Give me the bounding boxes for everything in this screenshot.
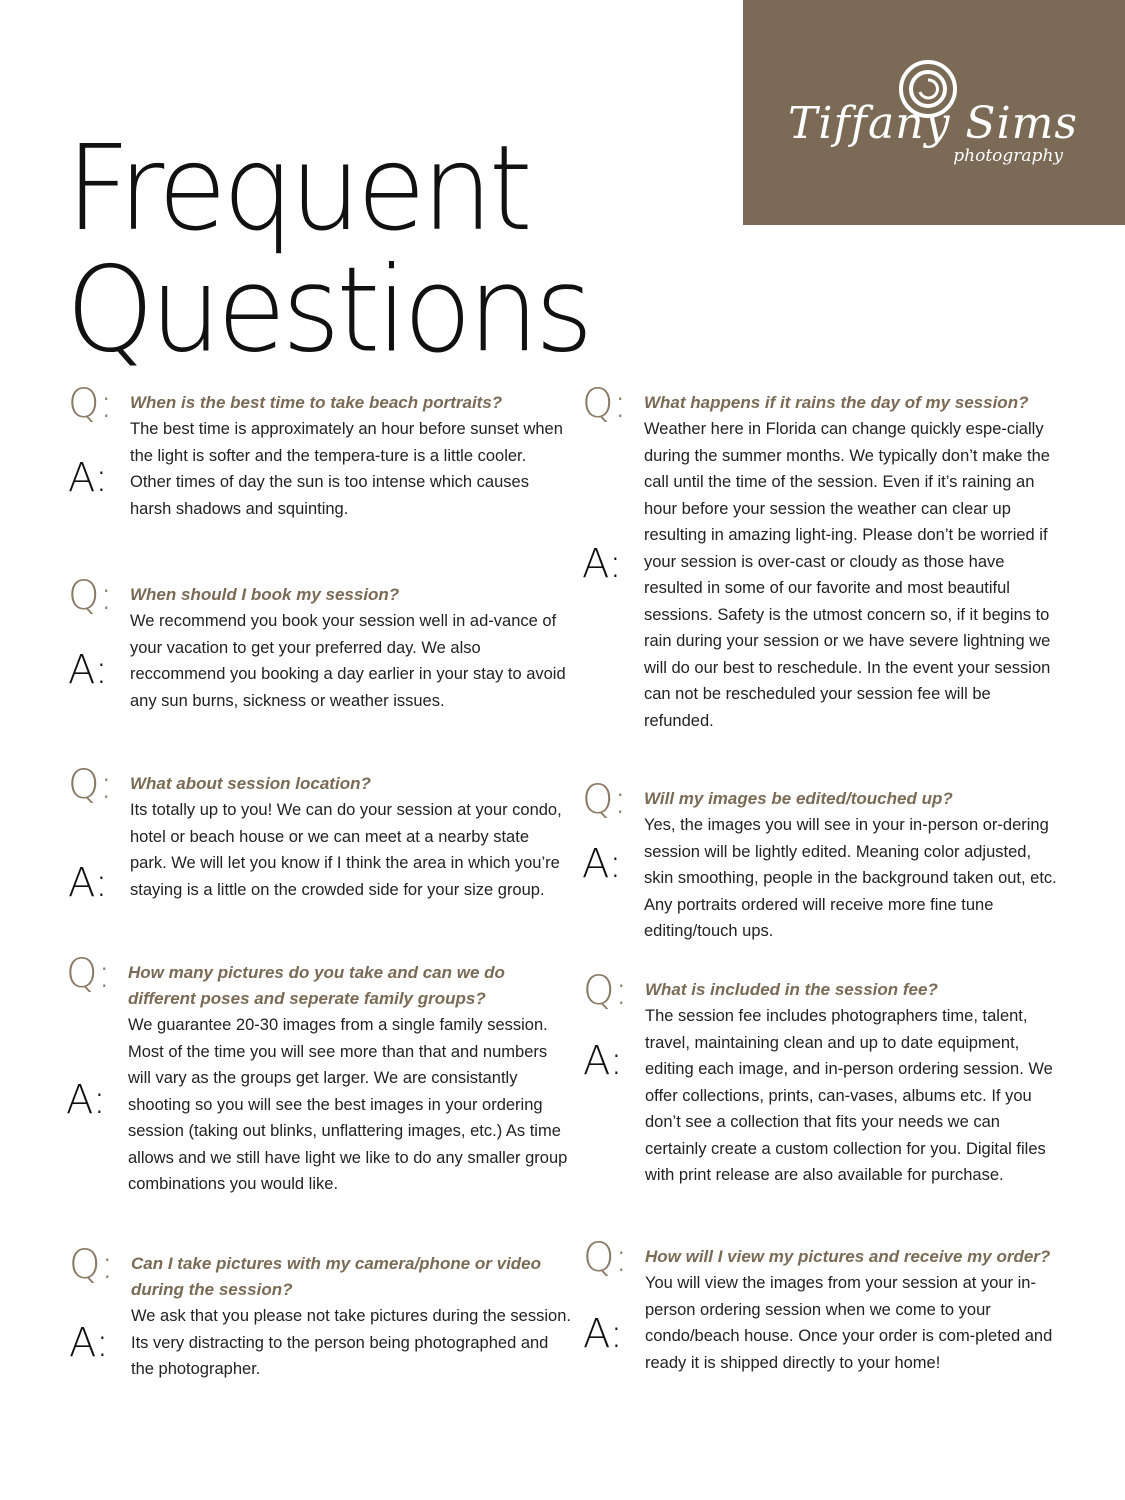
faq-answer: We recommend you book your session well in ad-vance of your vacation to get your preferred day. We also reccommend you booking a day earlier in your stay to avoid any sun burns, sickness or weather issues.	[130, 612, 566, 710]
logo-name: Tiffany Sims	[788, 98, 1078, 149]
faq-question: How will I view my pictures and receive my order?	[645, 1247, 1051, 1266]
faq-item	[583, 968, 1065, 1189]
faq-question: When is the best time to take beach portraits?	[130, 393, 503, 412]
faq-item	[582, 381, 1064, 734]
faq-question: What is included in the session fee?	[645, 980, 938, 999]
logo-panel	[743, 0, 1125, 225]
faq-item	[68, 573, 570, 714]
q-label: Q:	[66, 951, 111, 997]
page-title	[66, 120, 590, 379]
faq-answer: We ask that you please not take pictures during the session. Its very distracting to the person being photographed and the photographer.	[131, 1307, 571, 1378]
a-label: A:	[582, 541, 623, 587]
q-label: Q:	[582, 381, 627, 427]
faq-question: What about session location?	[130, 774, 371, 793]
faq-answer: You will view the images from your session at your in-person ordering session when we come to your condo/beach house. Once your order is com-pleted and ready it is shipped directly to your home!	[645, 1274, 1053, 1372]
a-label: A:	[66, 1077, 107, 1123]
faq-item	[68, 762, 570, 906]
faq-answer: The best time is approximately an hour before sunset when the light is softer and the tempera-ture is a little cooler. Other times of day the sun is too intense which causes harsh shadows and squinting.	[130, 420, 563, 518]
a-label: A:	[68, 860, 109, 906]
a-label: A:	[582, 841, 623, 887]
q-label: Q:	[583, 968, 628, 1014]
faq-item	[583, 1235, 1065, 1376]
a-label: A:	[69, 1320, 110, 1366]
a-label: A:	[583, 1311, 624, 1357]
a-label: A:	[68, 455, 109, 501]
faq-answer: Its totally up to you! We can do your session at your condo, hotel or beach house or we can meet at a nearby state park. We will let you know if I think the area in which you’re staying is a little on the crowded side for your size group.	[130, 801, 562, 899]
faq-item	[582, 777, 1064, 945]
faq-answer: Yes, the images you will see in your in-person or-dering session will be lightly edited. Meaning color adjusted, skin smoothing, people in the background taken out, etc. Any portraits ordered will receive more fine tune editing/touch ups.	[644, 816, 1057, 940]
faq-item	[69, 1242, 571, 1383]
logo-sub: photography	[953, 146, 1063, 166]
faq-answer: The session fee includes photographers time, talent, travel, maintaining clean and up to date equipment, editing each image, and in-person ordering session. We offer collections, prints, can-vases, albums etc. If you don’t see a collection that fits your needs we can certainly create a custom collection for you. Digital files with print release are also available for purchase.	[645, 1007, 1053, 1184]
faq-question: Will my images be edited/touched up?	[644, 789, 953, 808]
title-line-2: Questions	[66, 242, 590, 379]
faq-question: When should I book my session?	[130, 585, 400, 604]
faq-item	[68, 381, 570, 522]
a-label: A:	[583, 1038, 624, 1084]
q-label: Q:	[69, 1242, 114, 1288]
faq-item	[66, 951, 568, 1198]
faq-answer: Weather here in Florida can change quickly espe-cially during the summer months. We typically don’t make the call until the time of the session. Even if it’s raining an hour before your session the weather can clear up resulting in amazing light-ing. Please don’t be worried if your session is over-cast or cloudy as those have resulted in some of our favorite and most beautiful sessions. Safety is the utmost concern so, if it begins to rain during your session or we have severe lightning we will do our best to reschedule. In the event your session can not be rescheduled your session fee will be refunded.	[644, 420, 1051, 730]
faq-question: Can I take pictures with my camera/phone or video during the session?	[131, 1254, 542, 1299]
faq-question: What happens if it rains the day of my session?	[644, 393, 1029, 412]
faq-answer: We guarantee 20-30 images from a single family session. Most of the time you will see more than that and numbers will vary as the groups get larger. We are consistantly shooting so you will see the best images in your ordering session (taking out blinks, unflattering images, etc.) As time allows and we still have light we like to do any smaller group combinations you would like.	[128, 1016, 568, 1193]
q-label: Q:	[68, 381, 113, 427]
q-label: Q:	[68, 573, 113, 619]
title-line-1: Frequent	[66, 120, 529, 258]
a-label: A:	[68, 647, 109, 693]
q-label: Q:	[68, 762, 113, 808]
q-label: Q:	[582, 777, 627, 823]
q-label: Q:	[583, 1235, 628, 1281]
faq-question: How many pictures do you take and can we do different poses and seperate family groups?	[128, 963, 505, 1008]
